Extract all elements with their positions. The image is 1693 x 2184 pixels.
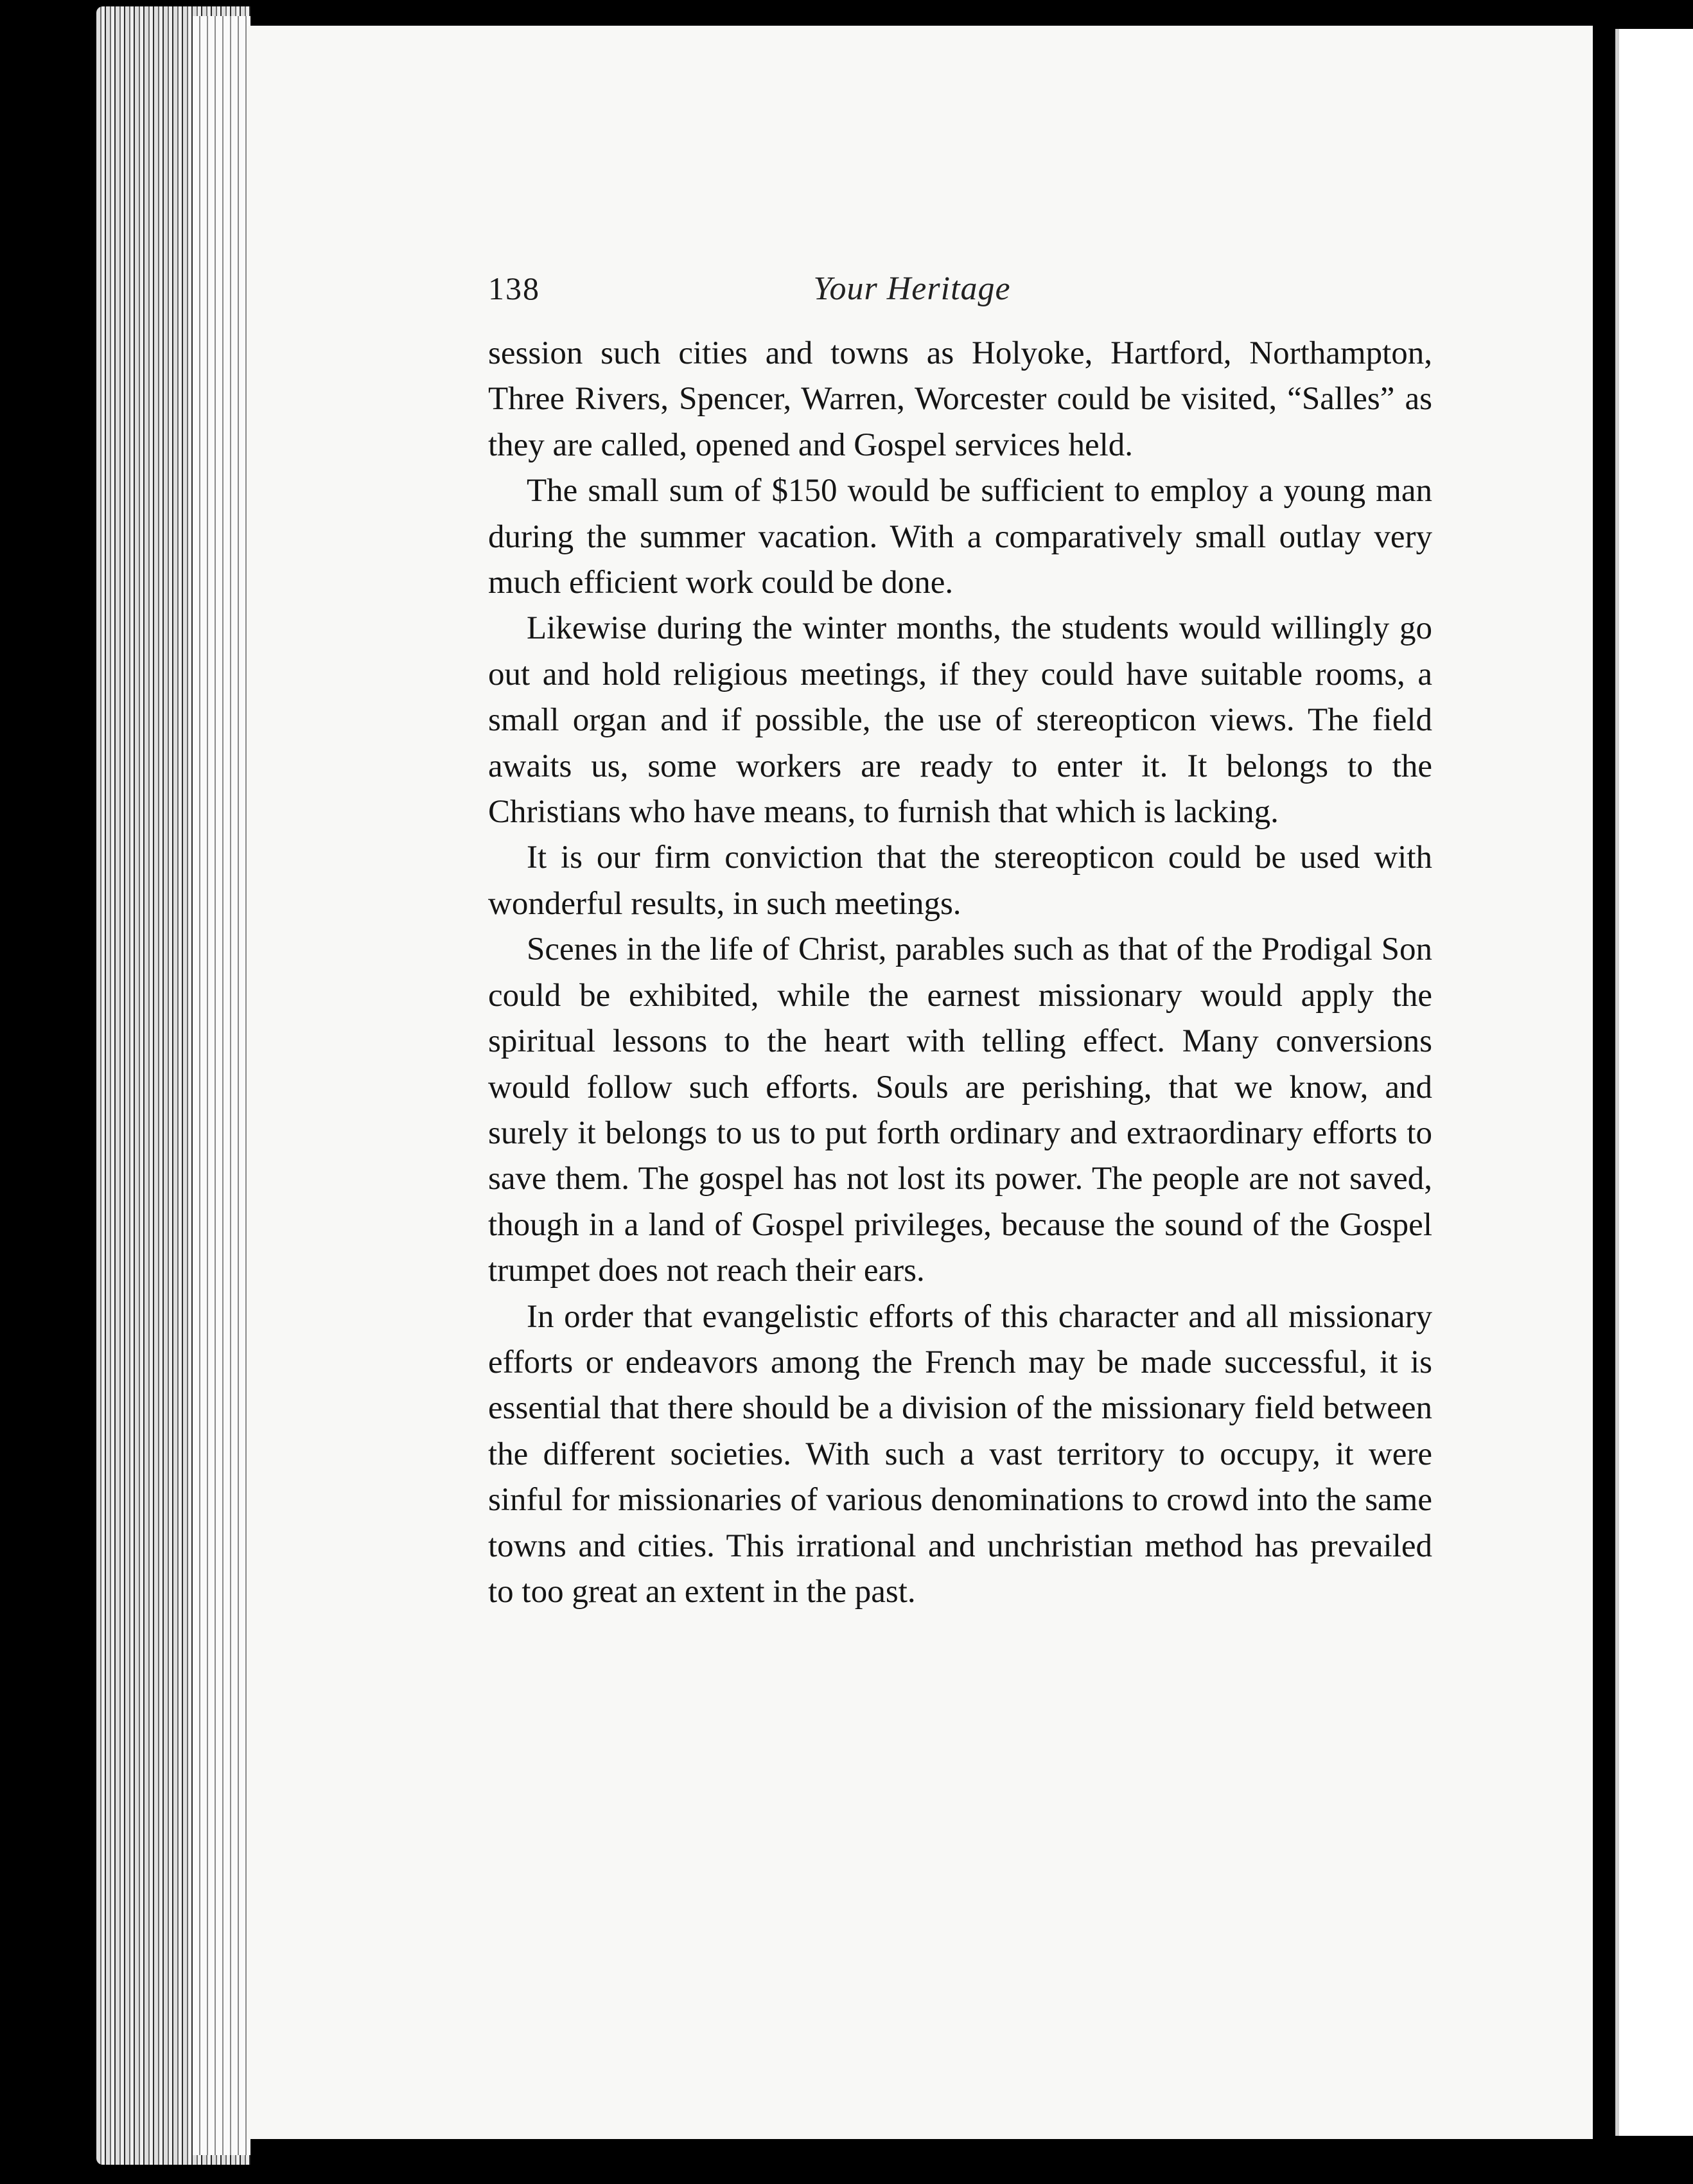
running-title: Your Heritage <box>813 270 1011 307</box>
paragraph: The small sum of $150 would be sufficient to employ a young man during the summer vacation. With a comparatively small outlay very much efficient work could be done. <box>488 473 1432 601</box>
paragraph: session such cities and towns as Holyoke, Hartford, Northampton, Three Rivers, Spencer, Warren, Worcester could be visited, “Salles” as they are called, opened and Gospel services held. <box>488 335 1432 463</box>
page-header <box>488 270 1336 328</box>
paragraph: In order that evangelistic efforts of this character and all missionary efforts or endeavors among the French may be made successful, it is essential that there should be a division of the missionary field between the different societies. With such a vast territory to occupy, it were sinful for missionaries of various denominations to crowd into the same towns and cities. This irrational and unchristian method has prevailed to too great an extent in the past. <box>488 1298 1432 1610</box>
paragraph: Scenes in the life of Christ, parables such as that of the Prodigal Son could be exhibited, while the earnest missionary would apply the spiritual lessons to the heart with telling effect. Many conversions would follow such efforts. Souls are perishing, that we know, and surely it belongs to us to put forth ordinary and extraordinary efforts to save them. The gospel has not lost its power. The people are not saved, though in a land of Gospel privileges, because the sound of the Gospel trumpet does not reach their ears. <box>488 931 1432 1289</box>
book-page-edges-inner <box>193 16 250 2155</box>
facing-page-edge <box>1615 29 1693 2136</box>
paragraph: Likewise during the winter months, the students would willingly go out and hold religious meetings, if they could have suitable rooms, a small organ and if possible, the use of stereopticon views. The field awaits us, some workers are ready to enter it. It belongs to the Christians who have means, to furnish that which is lacking. <box>488 610 1432 831</box>
page-number: 138 <box>488 270 540 306</box>
paragraph: It is our firm conviction that the stereopticon could be used with wonderful results, in such meetings. <box>488 840 1432 922</box>
body-text <box>488 331 1432 1615</box>
